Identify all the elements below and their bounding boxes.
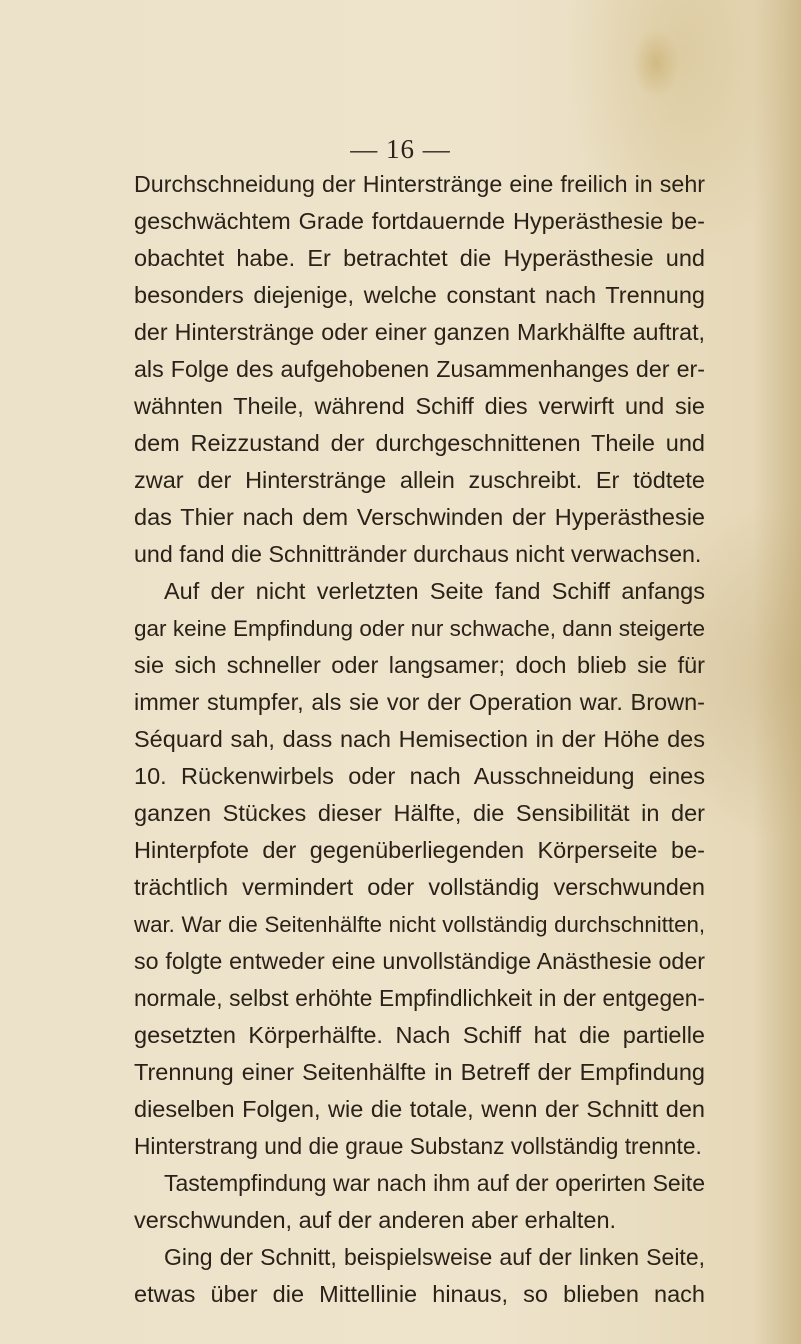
text-line: normale, selbst erhöhte Empfindlichkeit in der entgegen-	[134, 985, 705, 1011]
text-line: immer stumpfer, als sie vor der Operation war. Brown-	[134, 689, 705, 715]
text-line: als Folge des aufgehobenen Zusammenhanges der er-	[134, 356, 705, 382]
text-line: so folgte entweder eine unvollständige Anästhesie oder	[134, 948, 705, 974]
text-line: Ging der Schnitt, beispielsweise auf der linken Seite,	[164, 1244, 705, 1270]
text-line: gar keine Empfindung oder nur schwache, dann steigerte	[134, 616, 705, 641]
text-line: dieselben Folgen, wie die totale, wenn der Schnitt den	[134, 1096, 705, 1122]
page-number: — 16 —	[350, 134, 451, 164]
text-line: Séquard sah, dass nach Hemisection in der Höhe des	[134, 726, 705, 752]
text-line: Hinterpfote der gegenüberliegenden Körperseite be-	[134, 837, 705, 863]
text-line: trächtlich vermindert oder vollständig verschwunden	[134, 874, 705, 900]
text-line: Trennung einer Seitenhälfte in Betreff der Empfindung	[134, 1059, 705, 1085]
text-line: sie sich schneller oder langsamer; doch blieb sie für	[134, 652, 705, 678]
text-line: Auf der nicht verletzten Seite fand Schiff anfangs	[164, 578, 705, 604]
text-line: obachtet habe. Er betrachtet die Hyperästhesie und	[134, 245, 705, 271]
text-line: dem Reizzustand der durchgeschnittenen Theile und	[134, 430, 705, 456]
text-line: zwar der Hinterstränge allein zuschreibt. Er tödtete	[134, 467, 705, 493]
text-line: gesetzten Körperhälfte. Nach Schiff hat die partielle	[134, 1022, 705, 1048]
paper-stain	[632, 28, 680, 98]
text-line: Hinterstrang und die graue Substanz vollständig trennte.	[134, 1133, 702, 1159]
text-line: verschwunden, auf der anderen aber erhalten.	[134, 1207, 617, 1233]
text-line: 10. Rückenwirbels oder nach Ausschneidung eines	[134, 763, 705, 789]
body-text	[134, 166, 705, 1313]
text-line: und fand die Schnittränder durchaus nicht verwachsen.	[134, 541, 702, 567]
text-line: etwas über die Mittellinie hinaus, so blieben nach	[134, 1281, 705, 1307]
text-line: geschwächtem Grade fortdauernde Hyperästhesie be-	[134, 208, 705, 234]
text-line: ganzen Stückes dieser Hälfte, die Sensibilität in der	[134, 800, 705, 826]
text-line: das Thier nach dem Verschwinden der Hyperästhesie	[134, 504, 705, 530]
text-line: Durchschneidung der Hinterstränge eine freilich in sehr	[134, 171, 705, 197]
text-line: wähnten Theile, während Schiff dies verwirft und sie	[134, 393, 705, 419]
text-line: der Hinterstränge oder einer ganzen Markhälfte auftrat,	[134, 319, 705, 345]
text-line: war. War die Seitenhälfte nicht vollständig durchschnitten,	[134, 912, 705, 937]
text-line: besonders diejenige, welche constant nach Trennung	[134, 282, 705, 308]
text-line: Tastempfindung war nach ihm auf der operirten Seite	[164, 1170, 705, 1196]
